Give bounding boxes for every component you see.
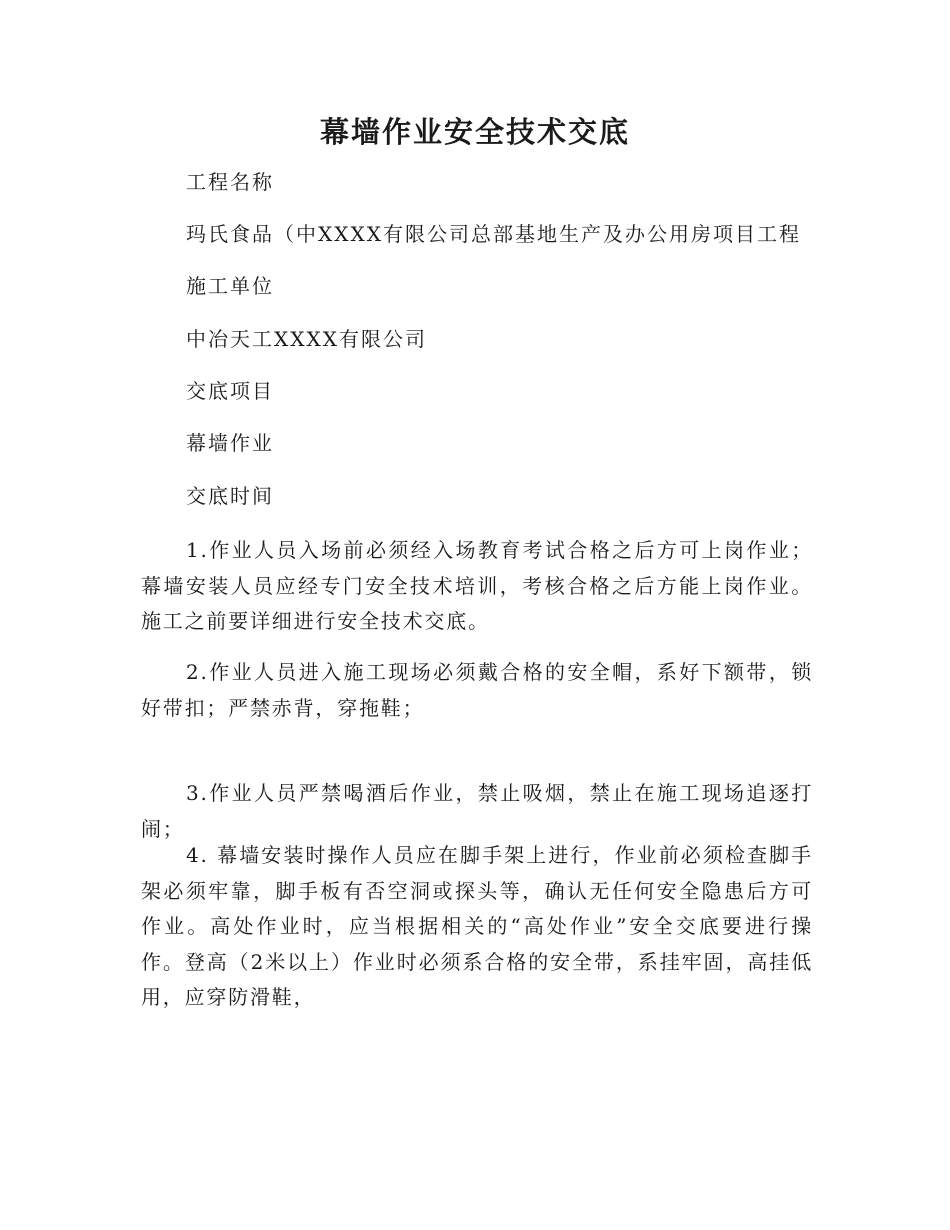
field-value-project-name: 玛氏食品（中XXXX有限公司总部基地生产及办公用房项目工程 — [186, 222, 801, 246]
field-label-briefing-time: 交底时间 — [186, 484, 274, 508]
paragraph-3: 3.作业人员严禁喝酒后作业，禁止吸烟，禁止在施工现场追逐打闹； — [141, 781, 813, 841]
field-label-construction-unit: 施工单位 — [186, 274, 274, 298]
document-title: 幕墙作业安全技术交底 — [319, 115, 630, 149]
field-label-project-name: 工程名称 — [186, 170, 274, 194]
field-label-briefing-item: 交底项目 — [186, 379, 274, 403]
paragraph-1: 1.作业人员入场前必须经入场教育考试合格之后方可上岗作业；幕墙安装人员应经专门安全技术培训，考核合格之后方能上岗作业。施工之前要详细进行安全技术交底。 — [141, 538, 813, 633]
field-value-briefing-item: 幕墙作业 — [186, 431, 274, 455]
field-value-construction-unit: 中冶天工XXXX有限公司 — [186, 327, 427, 351]
paragraph-4: 4. 幕墙安装时操作人员应在脚手架上进行，作业前必须检查脚手架必须牢靠，脚手板有否空洞或探头等，确认无任何安全隐患后方可作业。高处作业时，应当根据相关的“高处作业”安全交底要进行操作。登高（2米以上）作业时必须系合格的安全带，系挂牢固，高挂低用，应穿防滑鞋， — [141, 843, 813, 1009]
paragraph-2: 2.作业人员进入施工现场必须戴合格的安全帽，系好下额带，锁好带扣；严禁赤背，穿拖鞋； — [141, 660, 813, 720]
